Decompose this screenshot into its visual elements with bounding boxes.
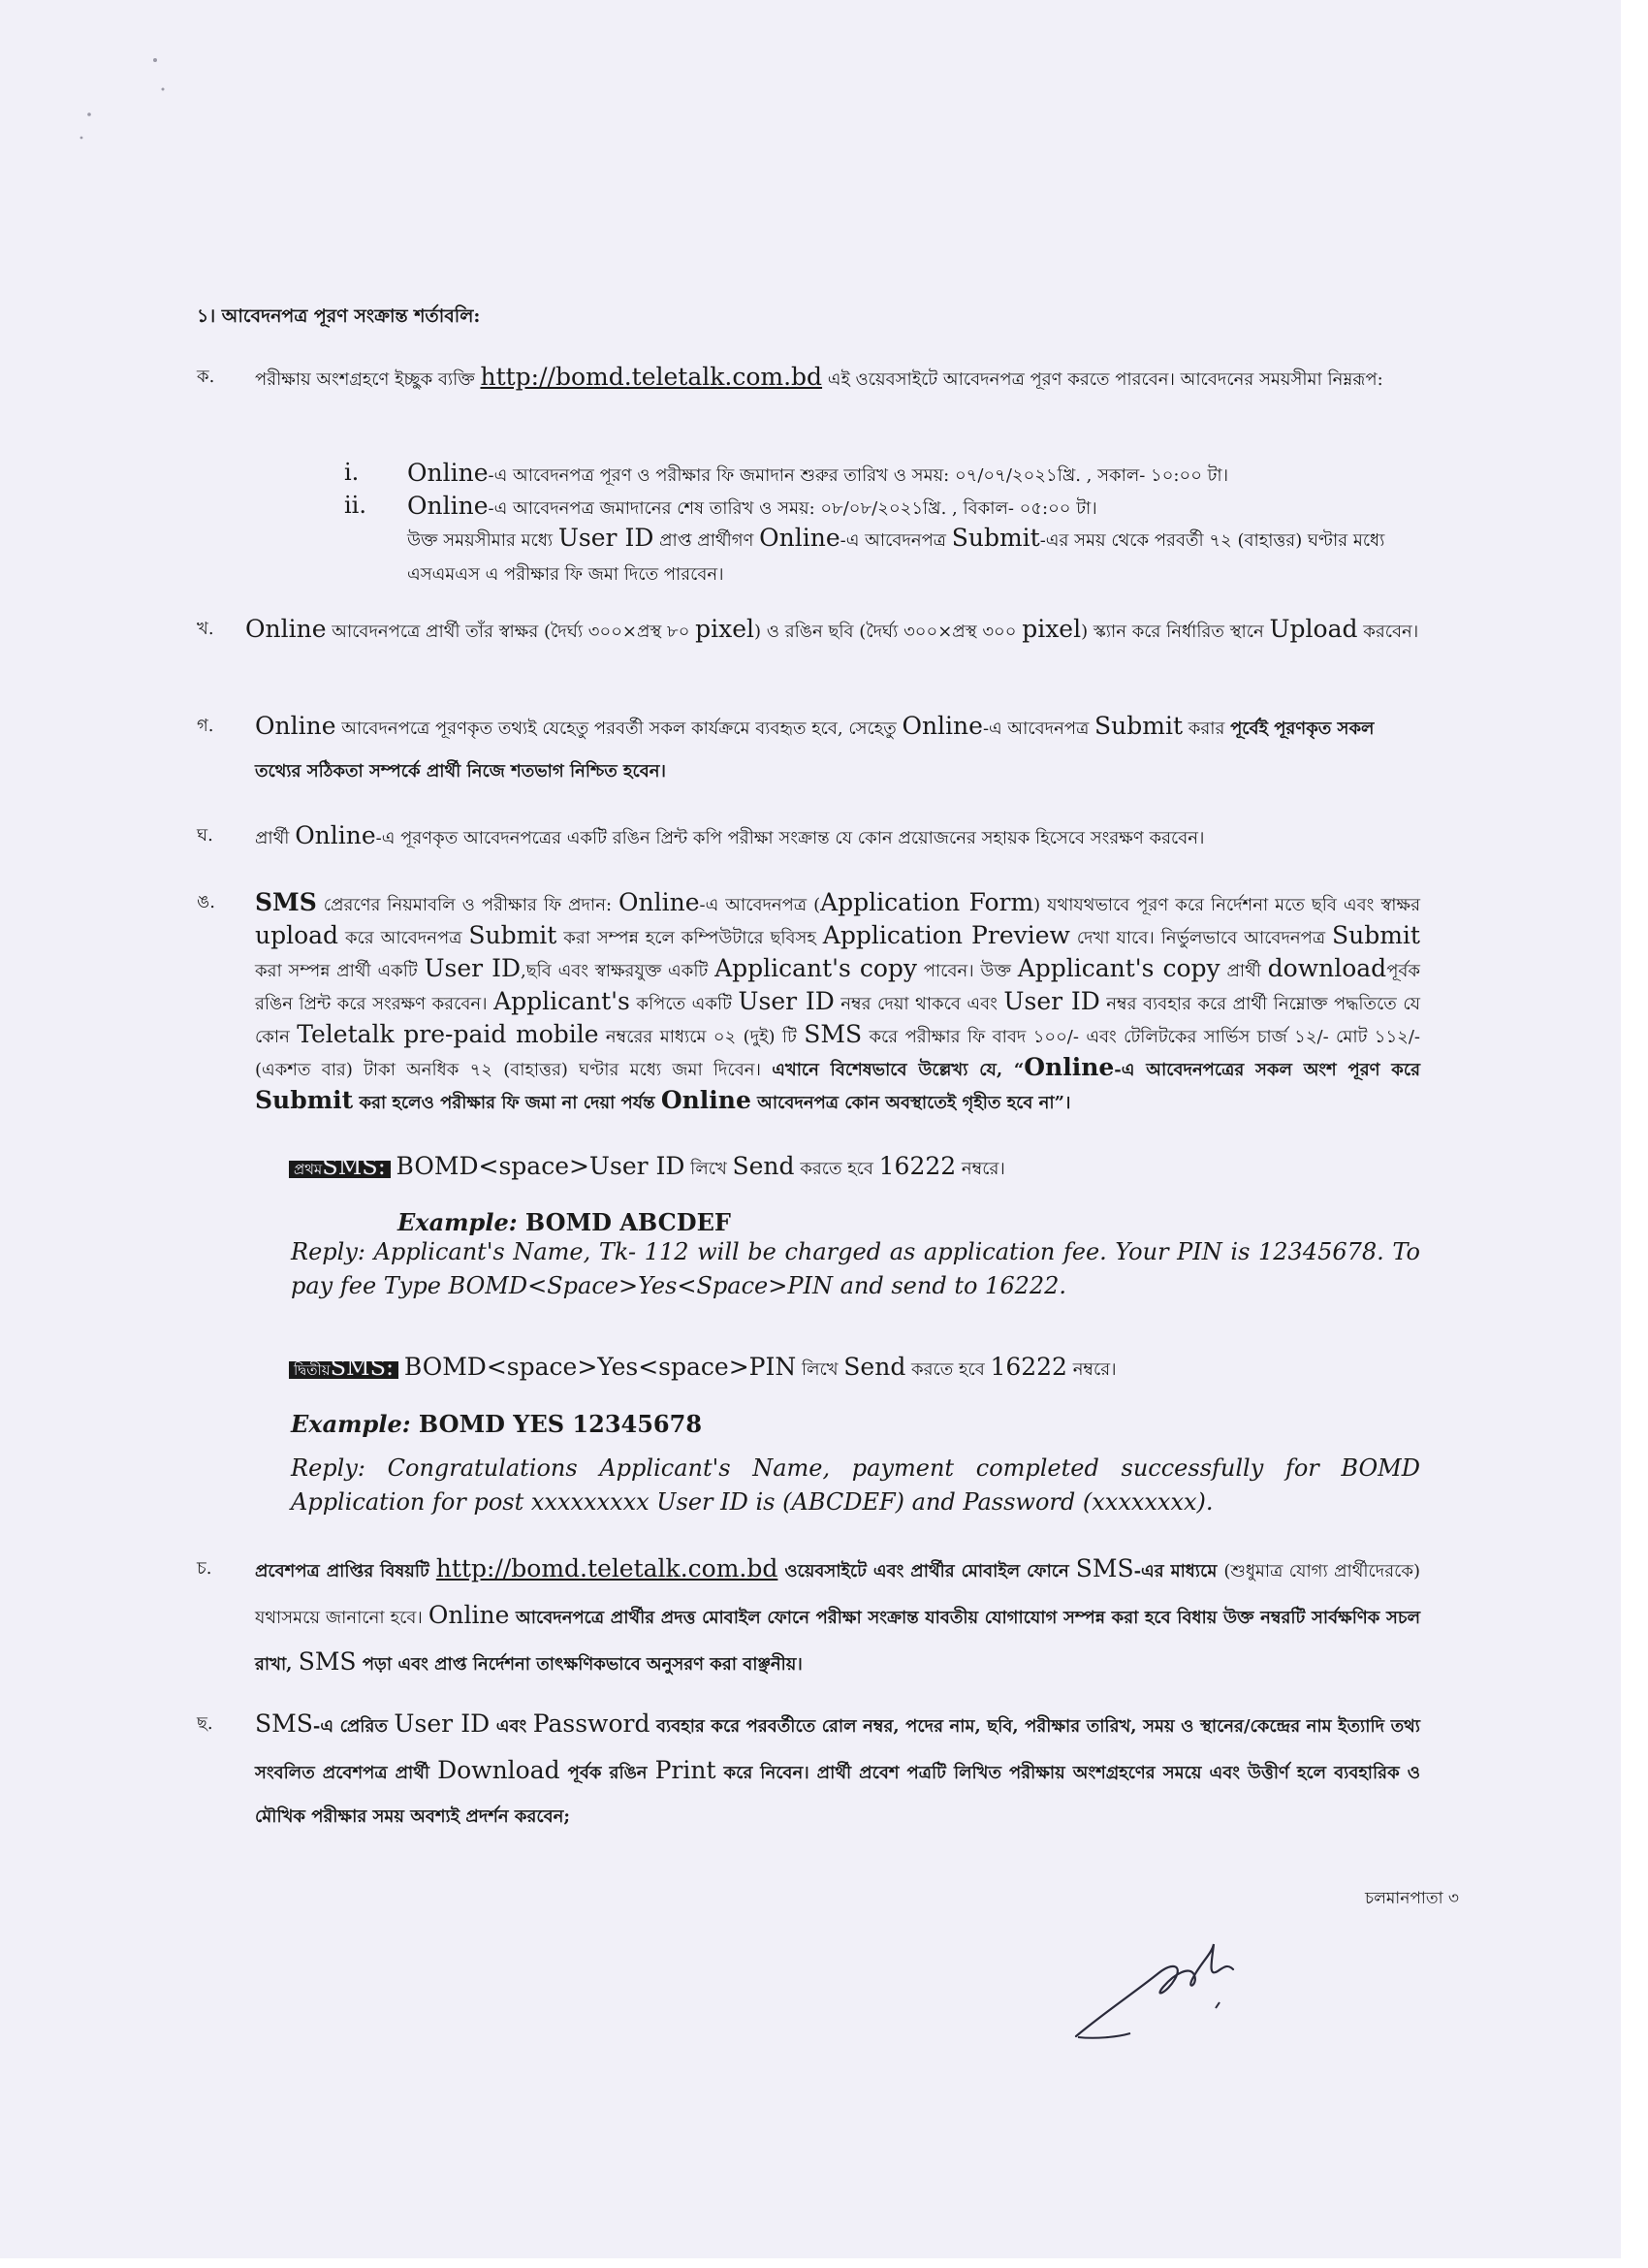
text-run: Print	[654, 1756, 716, 1784]
text-run: Application Form	[820, 888, 1034, 916]
clause-kha	[197, 611, 1420, 651]
text-run: Applicant's	[493, 987, 630, 1015]
item-number: i.	[344, 459, 360, 486]
text-run: -এ আবেদনপত্র	[840, 530, 952, 551]
second-sms-reply: Reply: Congratulations Applicant's Name, payment completed successfully for BOMD Application for post xxxxxxxxx User ID is (ABCDEF) and Password (xxxxxxxx).	[291, 1454, 1420, 1516]
text-run: User ID	[394, 1709, 491, 1738]
text-run: লিখে	[684, 1159, 733, 1179]
second-sms-example	[291, 1407, 1420, 1442]
item-number: ii.	[344, 492, 366, 519]
clause-body	[255, 1547, 1420, 1686]
text-run: Teletalk pre-paid mobile	[297, 1020, 599, 1048]
text-run: আবেদনপত্রে প্রার্থী তাঁর স্বাক্ষর (দৈর্ঘ্য ৩০০×প্রস্থ ৮০	[326, 622, 696, 642]
text-run: SMS	[255, 888, 317, 916]
section-heading: ১। আবেদনপত্র পূরণ সংক্রান্ত শর্তাবলি:	[197, 305, 481, 327]
text-run: Submit	[468, 921, 557, 949]
text-run: প্রাপ্ত প্রার্থীগণ	[653, 530, 760, 551]
text-run: নম্বরের মাধ্যমে ০২ (দুই) টি	[598, 1027, 805, 1047]
text-run: দেখা যাবে। নির্ভুলভাবে আবেদনপত্র	[1069, 928, 1332, 948]
text-run: -এ আবেদনপত্রের সকল অংশ পূরণ করে	[1114, 1060, 1420, 1080]
signature-image	[1066, 1915, 1270, 2051]
text-run: আবেদনপত্র কোন অবস্থাতেই গৃহীত হবে না”।	[750, 1093, 1071, 1113]
text-run: করা সম্পন্ন প্রার্থী একটি	[255, 961, 425, 981]
text-run: -এ আবেদনপত্র	[982, 719, 1095, 739]
text-run: SMS	[804, 1020, 863, 1048]
text-run: Application Preview	[822, 921, 1070, 949]
text-run: Online	[245, 615, 327, 643]
text-run: Submit	[1332, 921, 1420, 949]
text-run: -এ প্রেরিত	[312, 1716, 395, 1737]
text-run: -এ আবেদনপত্র (	[699, 895, 821, 915]
text-run: ,ছবি এবং স্বাক্ষরযুক্ত একটি	[521, 961, 715, 981]
sms-command: BOMD<space>Yes<space>PIN	[403, 1353, 797, 1381]
text-run: প্রবেশপত্র প্রাপ্তির বিষয়টি	[255, 1561, 436, 1581]
text-run: Online	[428, 1601, 510, 1629]
clause-marker: ছ.	[197, 1713, 213, 1734]
text-run: SMS	[255, 1709, 313, 1738]
text-run: -এ আবেদনপত্র পূরণ ও পরীক্ষার ফি জমাদান শুরুর তারিখ ও সময়: ০৭/০৭/২০২১খ্রি. , সকাল- ১০:০০ টা।	[488, 465, 1229, 486]
example-value: BOMD ABCDEF	[517, 1208, 731, 1236]
text-run: ) যথাযথভাবে পূরণ করে নির্দেশনা মতে ছবি এবং স্বাক্ষর	[1033, 895, 1420, 915]
text-run: Online	[618, 888, 700, 916]
shortcode-number: 16222	[990, 1353, 1067, 1381]
text-run: পাবেন। উক্ত	[917, 961, 1018, 981]
text-run: SMS	[1075, 1554, 1134, 1582]
text-run: download	[1267, 954, 1387, 982]
text-run: প্রেরণের নিয়মাবলি ও পরীক্ষার ফি প্রদান:	[316, 895, 618, 915]
clause-body	[255, 705, 1420, 793]
clause-body	[255, 359, 1420, 399]
text-run: ) ও রঙিন ছবি (দৈর্ঘ্য ৩০০×প্রস্থ ৩০০	[754, 622, 1023, 642]
text-run: -এর মাধ্যমে	[1133, 1561, 1224, 1581]
text-run: এই ওয়েবসাইটে আবেদনপত্র পূরণ করতে পারবেন। আবেদনের সময়সীমা নিম্নরূপ:	[822, 369, 1383, 390]
clause-marker: চ.	[197, 1558, 212, 1579]
text-run: ব্যবহার করে পরবর্তীতে রোল নম্বর, পদের নাম, ছবি, পরীক্ষার তারিখ, সময় ও স্থানের/কেন্দ্রের নাম ইত্যাদি তথ্য সংবলিত প্রবেশপত্র প্রার্থী	[255, 1716, 1421, 1783]
text-run: Online	[407, 459, 489, 487]
text-run: Online	[759, 524, 840, 552]
clause-cha	[197, 1547, 1420, 1686]
text-run: Online	[407, 492, 489, 520]
text-run: পূর্বেই পূরণকৃত সকল তথ্যের সঠিকতা সম্পর্কে প্রার্থী নিজে শতভাগ নিশ্চিত হবেন।	[255, 719, 1375, 782]
clause-chha	[197, 1702, 1420, 1838]
text-run: Download	[437, 1756, 560, 1784]
text-run: নম্বরে।	[956, 1159, 1005, 1179]
text-run: করার	[1183, 719, 1231, 739]
text-run: করতে হবে	[905, 1359, 991, 1380]
clause-marker: ঙ.	[197, 892, 215, 912]
clause-uma	[197, 887, 1420, 1118]
text-run: SMS:	[322, 1153, 386, 1180]
sms-command: BOMD<space>User ID	[396, 1152, 685, 1180]
text-run: আবেদনপত্রে প্রার্থীর প্রদত্ত মোবাইল ফোনে পরীক্ষা সংক্রান্ত যাবতীয় যোগাযোগ সম্পন্ন করা হবে বিধায় উক্ত নম্বরটি সার্বক্ষণিক সচল রাখা,	[255, 1608, 1420, 1675]
first-sms-instruction	[289, 1152, 1005, 1185]
text-run: upload	[255, 921, 339, 949]
continued-page-note: চলমানপাতা ৩	[1365, 1889, 1459, 1908]
text-run: pixel	[695, 615, 755, 643]
clause-ka	[197, 359, 1420, 399]
text-run: ) স্ক্যান করে নির্ধারিত স্থানে	[1081, 622, 1270, 642]
clause-gha	[197, 817, 1420, 857]
example-label: Example:	[291, 1410, 411, 1438]
text-run: SMS:	[330, 1354, 395, 1381]
clause-marker: ক.	[197, 367, 215, 387]
scan-edge	[1621, 0, 1648, 2268]
text-run: এবং	[490, 1716, 533, 1737]
text-run: User ID	[424, 954, 522, 982]
text-run: Submit	[1094, 712, 1184, 740]
text-run: Upload	[1269, 615, 1358, 643]
sms-tag	[289, 1153, 391, 1180]
first-sms-reply: Reply: Applicant's Name, Tk- 112 will be charged as application fee. Your PIN is 12345678. To pay fee Type BOMD<Space>Yes<Space>PIN and send to 16222.	[291, 1238, 1420, 1299]
timeline-note	[407, 521, 1420, 591]
text-run: দ্বিতীয়	[294, 1361, 331, 1379]
text-run: নম্বর দেয়া থাকবে এবং	[834, 994, 1004, 1014]
text-run: পড়া এবং প্রাপ্ত নির্দেশনা তাৎক্ষণিকভাবে অনুসরণ করা বাঞ্ছনীয়।	[356, 1654, 803, 1675]
text-run: নম্বরে।	[1066, 1359, 1117, 1380]
text-run: করে নিবেন। প্রার্থী প্রবেশ পত্রটি লিখিত পরীক্ষায় অংশগ্রহণের সময়ে এবং উত্তীর্ণ হলে ব্যবহারিক ও মৌখিক পরীক্ষার সময় অবশ্যই প্রদর্শন করবেন;	[255, 1763, 1420, 1827]
text-run: User ID	[557, 524, 654, 552]
clause-body	[255, 817, 1420, 857]
text-run: পূর্বক রঙিন	[559, 1763, 655, 1783]
text-run: উক্ত সময়সীমার মধ্যে	[407, 530, 558, 551]
example-value: BOMD YES 12345678	[410, 1410, 703, 1438]
example-label: Example:	[397, 1208, 518, 1236]
website-link[interactable]: http://bomd.teletalk.com.bd	[480, 363, 823, 391]
clause-marker: ঘ.	[197, 825, 213, 846]
text-run: SMS	[298, 1647, 357, 1676]
text-run: এখানে বিশেষভাবে উল্লেখ্য যে, “	[772, 1060, 1025, 1080]
text-run: -এ পূরণকৃত আবেদনপত্রের একটি রঙিন প্রিন্ট কপি পরীক্ষা সংক্রান্ত যে কোন প্রয়োজনের সহায়ক হিসেবে সংরক্ষণ করবেন।	[375, 828, 1205, 848]
text-run: করতে হবে	[794, 1159, 879, 1179]
timeline-item-1	[344, 456, 1420, 493]
clause-body	[245, 611, 1420, 651]
text-run: Online	[1024, 1053, 1115, 1081]
text-run: লিখে	[796, 1359, 844, 1380]
text-run: Online	[660, 1086, 751, 1114]
text-run: করবেন।	[1357, 622, 1419, 642]
text-run: পূর্বক রঙিন প্রিন্ট করে সংরক্ষণ করবেন।	[255, 961, 1421, 1014]
scan-edge-bottom	[0, 2258, 1648, 2268]
text-run: User ID	[738, 987, 835, 1015]
sms-tag	[289, 1354, 398, 1381]
text-run: আবেদনপত্রে পূরণকৃত তথ্যই যেহেতু পরবর্তী সকল কার্যক্রমে ব্যবহৃত হবে, সেহেতু	[335, 719, 903, 739]
text-run: Send	[732, 1152, 795, 1180]
text-run: pixel	[1022, 615, 1082, 643]
text-run: করে আবেদনপত্র	[338, 928, 469, 948]
text-run: Submit	[951, 524, 1040, 552]
text-run: নম্বর ব্যবহার করে প্রার্থী নিম্নোক্ত পদ্ধতিতে যে কোন	[255, 994, 1421, 1047]
text-run: -এর সময় থেকে পরবর্তী ৭২ (বাহাত্তর) ঘণ্টার মধ্যে এসএমএস এ পরীক্ষার ফি জমা দিতে পারবেন।	[407, 530, 1385, 585]
text-run: করা হলেও পরীক্ষার ফি জমা না দেয়া পর্যন্ত	[353, 1093, 661, 1113]
second-sms-instruction	[289, 1353, 1117, 1386]
text-run: করে পরীক্ষার ফি বাবদ ১০০/- এবং টেলিটকের সার্ভিস চার্জ ১২/- মোট ১১২/- (একশত বার) টাকা অনধিক ৭২ (বাহাত্তর) ঘণ্টার মধ্যে জমা দিবেন।	[255, 1027, 1420, 1080]
text-run: Online	[902, 712, 983, 740]
text-run: Applicant's copy	[1017, 954, 1220, 982]
text-run: (শুধুমাত্র যোগ্য প্রার্থীদেরকে) যথাসময়ে জানানো হবে।	[255, 1561, 1420, 1628]
clause-body	[255, 1702, 1420, 1838]
text-run: কপিতে একটি	[629, 994, 739, 1014]
text-run: প্রার্থী	[1220, 961, 1268, 981]
shortcode-number: 16222	[878, 1152, 957, 1180]
item-text	[407, 456, 1420, 493]
text-run: প্রথম	[294, 1161, 323, 1178]
scan-specks	[68, 39, 184, 155]
text-run: পরীক্ষায় অংশগ্রহণে ইচ্ছুক ব্যক্তি	[255, 369, 481, 390]
text-run: করা সম্পন্ন হলে কম্পিউটারে ছবিসহ	[556, 928, 823, 948]
text-run: Applicant's copy	[714, 954, 918, 982]
text-run: প্রার্থী	[255, 828, 296, 848]
clause-marker: খ.	[197, 619, 214, 639]
text-run: ওয়েবসাইটে এবং প্রার্থীর মোবাইল ফোনে	[777, 1561, 1076, 1581]
website-link[interactable]: http://bomd.teletalk.com.bd	[435, 1554, 778, 1582]
clause-ga	[197, 705, 1420, 793]
text-run: Send	[843, 1353, 906, 1381]
text-run: Online	[255, 712, 336, 740]
text-run: User ID	[1003, 987, 1100, 1015]
text-run: Password	[532, 1709, 650, 1738]
text-run: Online	[295, 821, 376, 849]
clause-marker: গ.	[197, 716, 214, 736]
clause-body	[255, 887, 1420, 1118]
text-run: Submit	[255, 1086, 354, 1114]
text-run: -এ আবেদনপত্র জমাদানের শেষ তারিখ ও সময়: ০৮/০৮/২০২১খ্রি. , বিকাল- ০৫:০০ টা।	[488, 498, 1097, 519]
